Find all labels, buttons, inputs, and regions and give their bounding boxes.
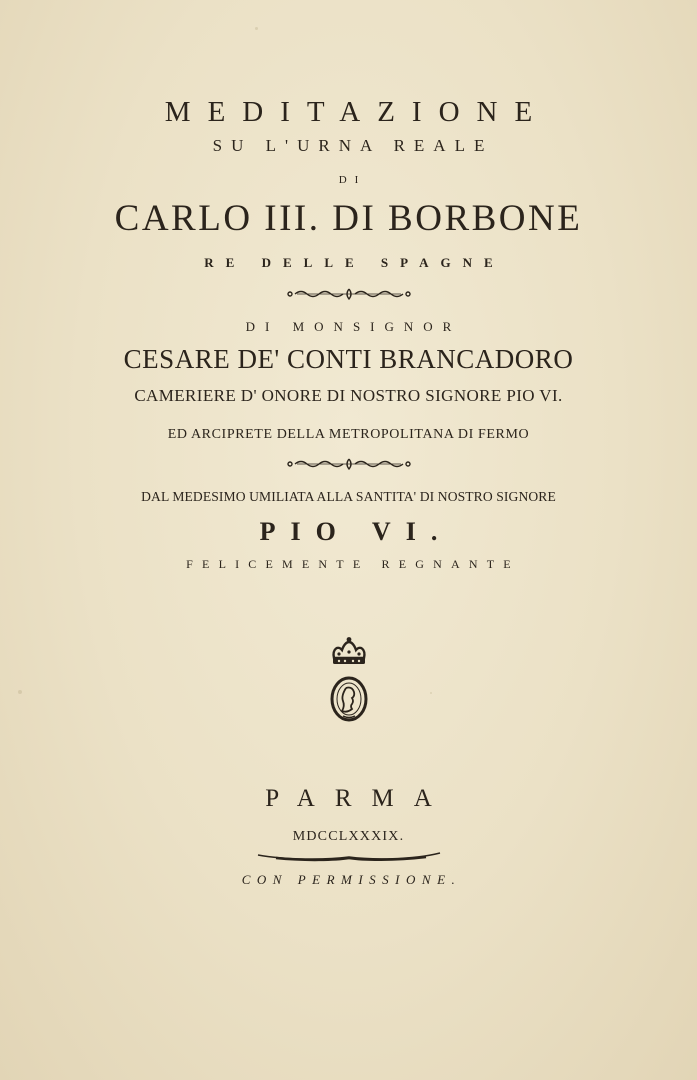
author-office-1: CAMERIERE D' ONORE DI NOSTRO SIGNORE PIO VI. [134,386,563,405]
imprint-year: MDCCLXXXIX. [292,829,405,844]
paper-speck [255,27,258,30]
subject-name: CARLO III. DI BORBONE [114,198,583,239]
subject-kingdom: RE DELLE SPAGNE [204,255,505,270]
reigning: FELICEMENTE REGNANTE [186,557,520,571]
ornament-divider-icon [287,288,411,300]
di-connector: DI [338,174,367,186]
imprint-place: PARMA [265,785,452,812]
subtitle: SU L'URNA REALE [212,136,494,155]
pope-name: PIO VI. [259,517,453,546]
ornament-divider-icon [287,458,411,470]
ornament-divider [0,288,697,300]
book-title: MEDITAZIONE [164,96,550,128]
author-office-2: ED ARCIPRETE DELLA METROPOLITANA DI FERMO [167,427,530,442]
swash-rule [0,852,697,862]
di-monsignor: DI MONSIGNOR [245,319,462,334]
imprint-permission: CON PERMISSIONE. [241,872,462,887]
dedication: DAL MEDESIMO UMILIATA ALLA SANTITA' DI NOSTRO SIGNORE [141,489,556,504]
author-name: CESARE DE' CONTI BRANCADORO [123,344,574,374]
crown-icon [0,636,697,668]
cameo-medallion-icon [0,676,697,722]
ornament-divider [0,458,697,470]
